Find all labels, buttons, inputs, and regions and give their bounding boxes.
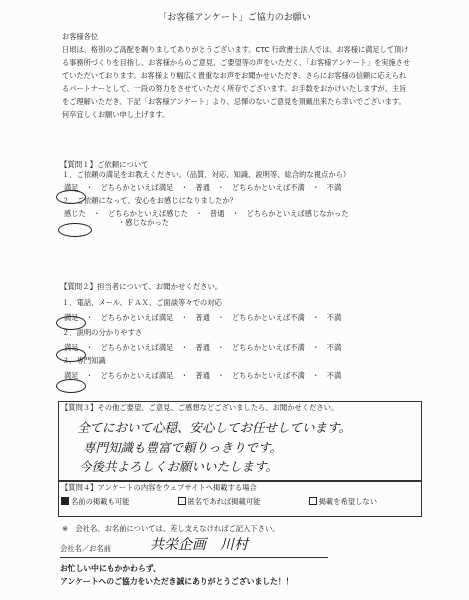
q1-1-selected-circle	[56, 190, 86, 204]
q2-options-3: 満足 ・ どちらかといえば満足 ・ 普通 ・ どちらかといえば不満 ・ 不満	[64, 371, 342, 381]
question-3-box	[58, 401, 422, 481]
q2-1-selected-circle	[56, 316, 86, 330]
question-2	[60, 282, 420, 381]
q4-choice-allow-name[interactable]: 名前の掲載も可能	[61, 497, 129, 507]
q1-options-2b: ・感じなかった	[118, 218, 170, 228]
q2-sub2: ２．説明の分かりやすさ	[62, 327, 143, 337]
closing-message	[60, 562, 293, 588]
question-4-box	[58, 481, 422, 517]
document-title: 「お客様アンケート」ご協力のお願い	[158, 13, 311, 23]
q4-heading: 【質問４】アンケートの内容をウェブサイトへ掲載する場合	[61, 483, 257, 492]
q1-2-selected-circle	[58, 223, 92, 237]
intro-body: 日頃は、格別のご高配を賜りましてありがとうございます。CTC 行政書士法人では、お客様に満足して頂ける事務所づくりを目指し、お客様からのご意見、ご要望等の声をいただく、「お客様アンケート」を実施させていただいております。お客様より幅広く貴重なお声をお聞かせいただき、さらにお客様の信頼に応えられるパートナーとして、一段の努力をさせていただく所存でございます。お手数をおかけいたしますが、主旨をご理解いただき、下記「お客様アンケート」より、忌憚のないご意見を頂戴出来たら幸いでございます。何卒宜しくお願い申し上げます。	[62, 45, 411, 119]
closing-line-1: お忙しい中にもかかわらず、	[60, 564, 161, 573]
q1-options-1: 満足 ・ どちらかといえば満足 ・ 普通 ・ どちらかといえば不満 ・ 不満	[64, 182, 342, 192]
q4-choice-anonymous[interactable]: 匿名であれば掲載可能	[178, 497, 261, 507]
q3-heading: 【質問３】その他ご要望、ご意見、ご感想などございましたら、お聞かせください。	[61, 403, 339, 412]
salutation: お客様各位	[62, 32, 98, 41]
name-note: ※ 会社名、お名前については、差し支えなければご記入下さい。	[62, 524, 280, 533]
checkbox-checked-icon	[61, 497, 69, 505]
q1-sub2: ２．ご依頼になって、安心をお感じになりましたか？	[62, 195, 237, 205]
intro-section	[62, 30, 412, 121]
q2-options-2: 満足 ・ どちらかといえば満足 ・ 普通 ・ どちらかといえば不満 ・ 不満	[64, 342, 342, 352]
name-value: 共栄企画 川村	[150, 537, 248, 553]
closing-line-2: アンケートへのご協力をいただき誠にありがとうございました！！	[60, 577, 294, 586]
q3-answer-line-2: 専門知識も豊富で頼りっきりです。	[83, 440, 283, 455]
q2-2-selected-circle	[56, 348, 86, 362]
q4-choices	[61, 497, 417, 507]
q3-answer-line-1: 全てにおいて心穏、安心してお任せしています。	[77, 420, 352, 435]
q1-options-2a: 感じた ・ どちらかといえば感じた ・ 普通 ・ どちらかといえば感じなかった	[64, 208, 349, 218]
q4-choice-no-publish[interactable]: 掲載を希望しない	[309, 497, 377, 507]
question-1	[60, 160, 420, 228]
q1-sub1: １．ご依頼の満足をお教えください。（品質、対応、知識、説明等、総合的な視点から）	[62, 169, 351, 179]
checkbox-icon	[178, 497, 186, 505]
q1-heading: 【質問１】ご依頼について	[60, 160, 149, 169]
q2-sub3: ３．専門知識	[62, 356, 106, 366]
q3-answer-line-3: 今後共よろしくお願いいたします。	[79, 459, 279, 474]
q2-options-1: 満足 ・ どちらかといえば満足 ・ 普通 ・ どちらかといえば不満 ・ 不満	[64, 312, 342, 322]
checkbox-icon	[309, 497, 317, 505]
name-underline	[60, 557, 328, 558]
q2-3-selected-circle	[56, 379, 86, 393]
q2-sub1: １．電話、メール、ＦＡＸ、ご面談等々での対応	[62, 297, 222, 307]
name-label: 会社名／お名前	[60, 544, 112, 553]
q2-heading: 【質問２】担当者について、お聞かせください。	[60, 282, 223, 291]
